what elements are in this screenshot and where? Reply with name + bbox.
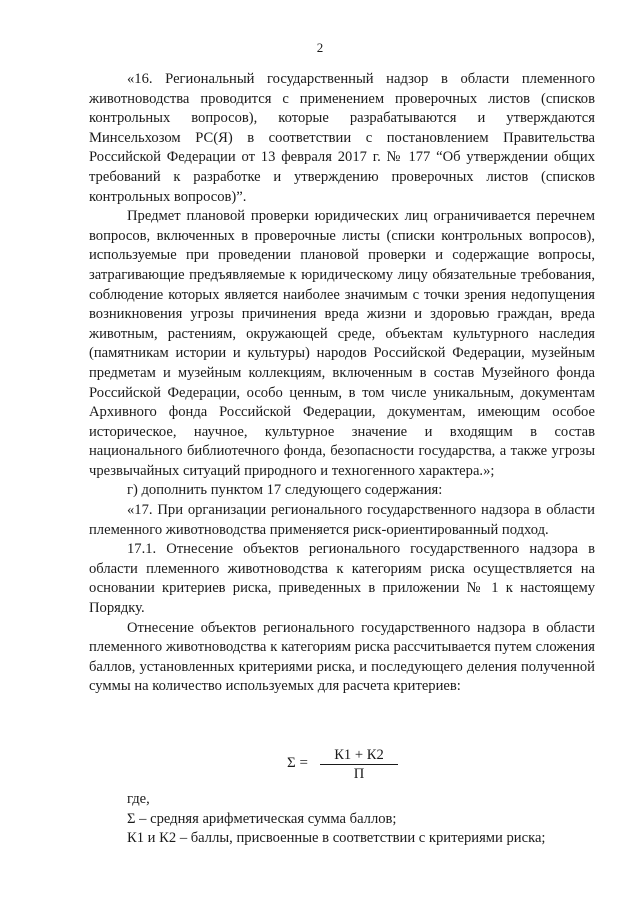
- formula-denominator: П: [353, 766, 365, 782]
- fraction-bar: [320, 764, 398, 765]
- formula-legend: [89, 790, 595, 849]
- formula-numerator: К1 + К2: [334, 747, 384, 763]
- formula-fraction: [320, 747, 398, 782]
- paragraph-calculation: Отнесение объектов регионального государственного надзора в области племенного животноводства к категориям риска рассчитывается путем сложения баллов, установленных критериями риска, и последующего деления полученной суммы на количество используемых для расчета критериев:: [89, 619, 595, 695]
- paragraph-subject: Предмет плановой проверки юридических лиц ограничивается перечнем вопросов, включенных в проверочные листы (списки контрольных вопросов), используемые при проведении плановой проверки и содержащие вопросы, затрагивающие предъявляемые к юридическому лицу обязательные требования, соблюдение которых является наиболее значимым с точки зрения недопущения возникновения угрозы причинения вреда жизни и здоровью граждан, вреда животным, растениям, окружающей среде, объектам культурного наследия (памятникам истории и культуры) народов Российской Федерации, музейным предметам и музейным коллекциям, включенным в состав Музейного фонда Российской Федерации, особо ценным, в том числе уникальным, документам Архивного фонда Российской Федерации, документам, имеющим особое историческое, научное, культурное значение и входящим в состав национального библиотечного фонда, безопасности государства, а также угрозы чрезвычайных ситуаций природного и техногенного характера.»;: [89, 208, 595, 479]
- body-text: [89, 70, 595, 697]
- formula-lhs: Σ =: [287, 755, 308, 771]
- paragraph-17-1: 17.1. Отнесение объектов регионального государственного надзора в области племенного животноводства к категориям риска осуществляется на основании критериев риска, приведенных в приложении № 1 к настоящему Порядку.: [89, 541, 595, 617]
- legend-k: К1 и К2 – баллы, присвоенные в соответствии с критериями риска;: [127, 830, 546, 847]
- page-number: 2: [316, 40, 324, 55]
- paragraph-17: «17. При организации регионального государственного надзора в области племенного животноводства применяется риск-ориентированный подход.: [89, 502, 595, 538]
- legend-where: где,: [127, 791, 150, 807]
- paragraph-amend-17: г) дополнить пунктом 17 следующего содержания:: [127, 482, 443, 499]
- legend-sigma: Σ – средняя арифметическая сумма баллов;: [127, 810, 397, 827]
- paragraph-16: «16. Региональный государственный надзор в области племенного животноводства проводится с применением проверочных листов (списков контрольных вопросов), которые разрабатываются и утверждаются Минсельхозом РС(Я) в соответствии с постановлением Правительства Российской Федерации от 13 февраля 2017 г. № 177 “Об утверждении общих требований к разработке и утверждению проверочных листов (списков контрольных вопросов)”.: [89, 71, 595, 205]
- sum-formula: [287, 747, 407, 781]
